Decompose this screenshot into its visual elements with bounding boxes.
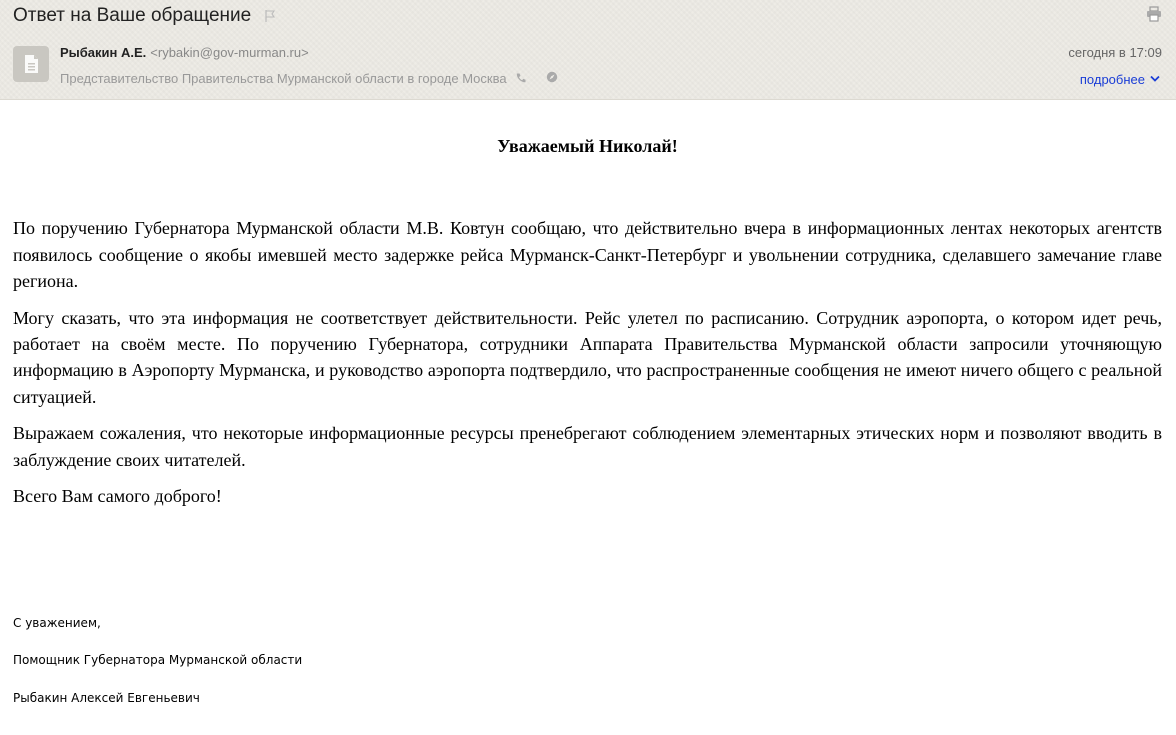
flag-icon[interactable] (263, 9, 277, 23)
message-subject: Ответ на Ваше обращение (13, 5, 252, 26)
signature-name: Рыбакин Алексей Евгеньевич (13, 691, 200, 705)
message-header (0, 0, 1176, 100)
letter-paragraph: Могу сказать, что эта информация не соответствует действительности. Рейс улетел по расписанию. Сотрудник аэропорта, о котором идет речь, работает на своём месте. По поручению Губернатора, сотрудники Аппарата Правительства Мурманской области запросили уточняющую информацию в Аэропорту Мурманска, и руководство аэропорта подтвердило, что распространенные сообщения не имеют ничего общего с реальной ситуацией. (13, 307, 1162, 407)
chevron-down-icon (1150, 75, 1160, 83)
sender-line (60, 45, 309, 60)
compass-icon[interactable] (546, 71, 558, 83)
letter-greeting: Уважаемый Николай! (497, 136, 678, 156)
sender-organization: Представительство Правительства Мурманской области в городе Москва (60, 71, 507, 86)
signature-closing: С уважением, (13, 616, 101, 630)
message-body (13, 133, 1162, 509)
signature-position: Помощник Губернатора Мурманской области (13, 653, 303, 667)
details-label: подробнее (1079, 72, 1145, 87)
phone-icon[interactable] (515, 72, 527, 84)
sender-email[interactable]: <rybakin@gov-murman.ru> (150, 45, 309, 60)
letter-paragraph: Всего Вам самого доброго! (13, 486, 222, 507)
avatar[interactable] (13, 46, 49, 82)
message-date: сегодня в 17:09 (1068, 45, 1162, 60)
letter-paragraph: Выражаем сожаления, что некоторые информационные ресурсы пренебрегают соблюдением элементарных этических норм и позволяют вводить в заблуждение своих читателей. (13, 423, 1162, 470)
details-link[interactable] (1080, 72, 1160, 87)
print-icon[interactable] (1146, 6, 1162, 22)
avatar-icon (13, 46, 49, 82)
sender-name[interactable]: Рыбакин А.Е. (60, 45, 147, 60)
letter-paragraph: По поручению Губернатора Мурманской области М.В. Ковтун сообщаю, что действительно вчера в информационных лентах некоторых агентств появилось сообщение о якобы имевшей место задержке рейса Мурманск-Санкт-Петербург и увольнении сотрудника, сделавшего замечание главе региона. (13, 218, 1162, 292)
